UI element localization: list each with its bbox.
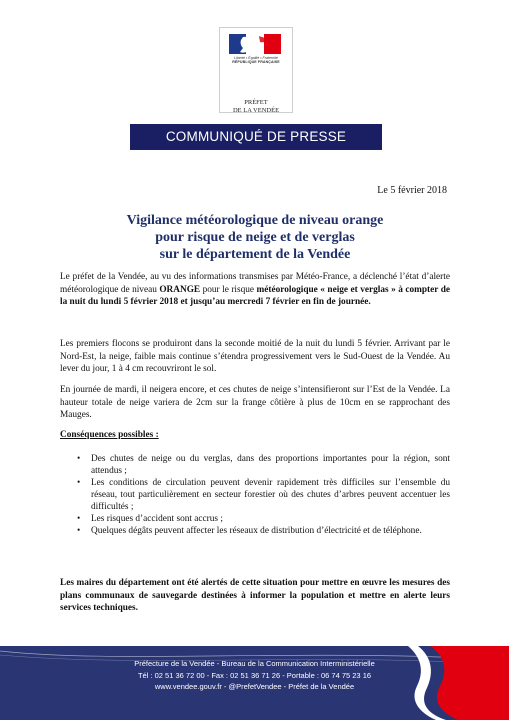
logo-motto: Liberté • Égalité • Fraternité (234, 56, 278, 60)
title-line-1: Vigilance météorologique de niveau orange (126, 213, 384, 228)
document-title (40, 212, 470, 263)
bullet-icon: • (77, 478, 81, 488)
list-item: • Les conditions de circulation peuvent devenir rapidement très difficiles sur l’ensemble du réseau, tout particulièrement en secteur forestier où des chutes d’arbres peuvent accentuer les difficultés ; (77, 478, 450, 512)
paragraph-alert-text-2: pour le risque (200, 284, 257, 295)
logo-department: DE LA VENDÉE (232, 106, 280, 114)
paragraph-mayors: Les maires du département ont été alertés de cette situation pour mettre en œuvre les mesures des plans communaux de sauvegarde destinées à informer la population et mettre en alerte leurs services techniques. (60, 578, 450, 614)
list-item: • Les risques d’accident sont accrus ; (77, 514, 223, 524)
press-release-banner: COMMUNIQUÉ DE PRESSE (130, 124, 382, 150)
consequences-heading: Conséquences possibles : (60, 430, 159, 440)
bullet-icon: • (77, 454, 81, 464)
list-item: • Quelques dégâts peuvent affecter les réseaux de distribution d’électricité et de téléphone. (77, 526, 422, 536)
title-line-2: pour risque de neige et de verglas (155, 230, 355, 245)
paragraph-alert (60, 271, 450, 309)
footer-line-2: Tél : 02 51 36 72 00 - Fax : 02 51 36 71 26 - Portable : 06 74 75 23 16 (137, 670, 372, 680)
logo-republic: RÉPUBLIQUE FRANÇAISE (232, 60, 280, 65)
release-date: Le 5 février 2018 (377, 185, 447, 196)
title-line-3: sur le département de la Vendée (159, 247, 351, 262)
footer-line-3: www.vendee.gouv.fr - @PrefetVendee - Préfet de la Vendée (154, 682, 355, 692)
list-item: • Des chutes de neige ou du verglas, dans des proportions importantes pour la région, sont attendus ; (77, 454, 450, 476)
bullet-icon: • (77, 526, 81, 536)
prefecture-logo (219, 27, 293, 113)
paragraph-tuesday: En journée de mardi, il neigera encore, et ces chutes de neige s’intensifieront sur l’Est de la Vendée. La hauteur totale de neige variera de 2cm sur la frange côtière à plus de 10cm en se rapprochant des Mauges. (60, 385, 450, 421)
alert-level: ORANGE (159, 284, 201, 295)
logo-prefet: PRÉFET (244, 99, 268, 106)
bullet-icon: • (77, 514, 81, 524)
marianne-flag-icon (229, 34, 281, 54)
consequences-list (77, 453, 450, 537)
footer (0, 646, 509, 720)
paragraph-first-flakes: Les premiers flocons se produiront dans la seconde moitié de la nuit du lundi 5 février. Arrivant par le Nord-Est, la neige, faible mais continue s’étendra progressivement vers le Sud-Ouest de la Vendée. Au lever du jour, 1 à 4 cm recouvriront le sol. (60, 339, 450, 375)
paragraph-alert-text-1: Le préfet de la Vendée, au vu des informations transmises par Météo-France, a déclenché l’état d’alerte météorologique de niveau (60, 272, 450, 295)
alert-period: météorologique « neige et verglas » à compter de la nuit du lundi 5 février 2018 et jusqu’au mercredi 7 février en fin de journée. (60, 284, 450, 308)
footer-line-1: Préfecture de la Vendée - Bureau de la Communication Interministérielle (134, 659, 375, 668)
